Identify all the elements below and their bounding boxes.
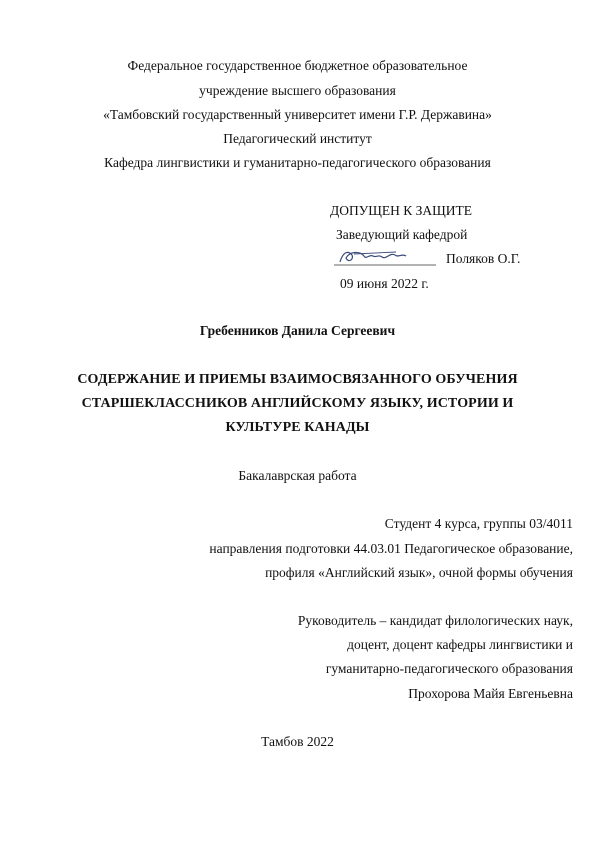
author-name: Гребенников Данила Сергеевич xyxy=(199,323,396,338)
supervisor-info-line-3: гуманитарно-педагогического образования xyxy=(325,661,573,676)
supervisor-name: Прохорова Майя Евгеньевна xyxy=(408,686,573,701)
header-line-2: учреждение высшего образования xyxy=(199,83,396,98)
thesis-title-line-1: СОДЕРЖАНИЕ И ПРИЕМЫ ВЗАИМОСВЯЗАННОГО ОБУЧЕНИЯ xyxy=(77,372,518,387)
student-info-line-3: профиля «Английский язык», очной формы обучения xyxy=(265,565,573,580)
thesis-title-line-3: КУЛЬТУРЕ КАНАДЫ xyxy=(225,420,370,435)
thesis-title-line-2: СТАРШЕКЛАССНИКОВ АНГЛИЙСКОМУ ЯЗЫКУ, ИСТОРИИ И xyxy=(81,396,514,411)
head-name: Поляков О.Г. xyxy=(446,251,521,266)
approval-date: 09 июня 2022 г. xyxy=(340,276,429,291)
student-info-line-1: Студент 4 курса, группы 03/4011 xyxy=(384,516,573,531)
header-line-5: Кафедра лингвистики и гуманитарно-педагогического образования xyxy=(104,155,491,170)
signature-image xyxy=(334,246,436,268)
approval-status: ДОПУЩЕН К ЗАЩИТЕ xyxy=(330,203,473,218)
header-line-3: «Тамбовский государственный университет имени Г.Р. Державина» xyxy=(103,107,492,122)
supervisor-info-line-1: Руководитель – кандидат филологических наук, xyxy=(297,613,573,628)
approval-position: Заведующий кафедрой xyxy=(336,227,468,242)
city-year: Тамбов 2022 xyxy=(261,734,334,749)
supervisor-info-line-2: доцент, доцент кафедры лингвистики и xyxy=(347,637,573,652)
student-info-line-2: направления подготовки 44.03.01 Педагогическое образование, xyxy=(209,541,573,556)
header-line-4: Педагогический институт xyxy=(223,131,372,146)
header-line-1: Федеральное государственное бюджетное образовательное xyxy=(127,58,468,73)
work-type: Бакалаврская работа xyxy=(238,468,357,483)
